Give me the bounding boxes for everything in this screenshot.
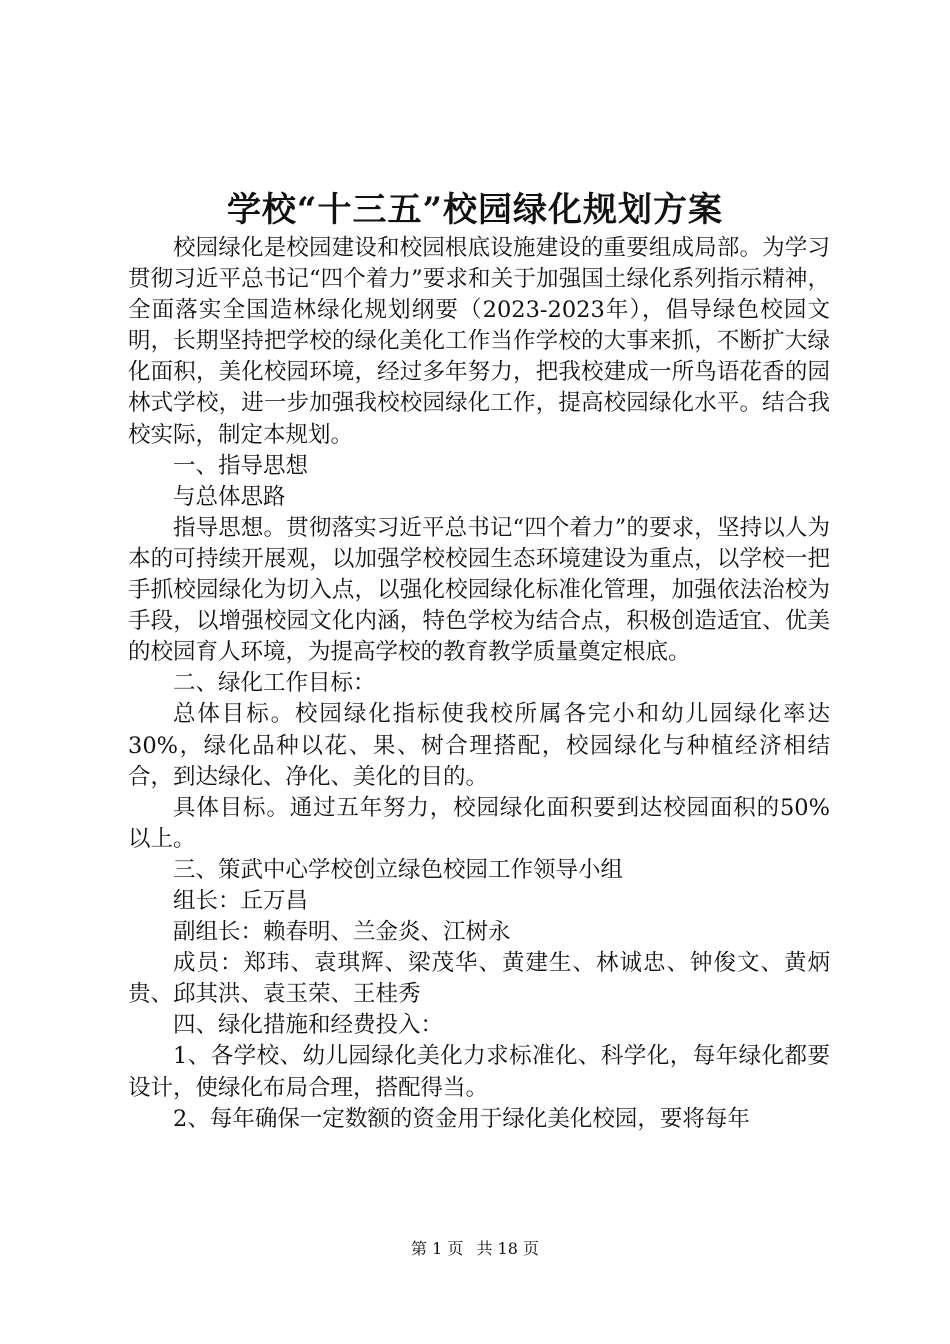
page-footer	[0, 1238, 950, 1260]
document-body	[128, 233, 830, 1135]
section-heading-4: 四、绿化措施和经费投入：	[173, 1012, 444, 1039]
paragraph-specific-goal: 具体目标。通过五年努力，校园绿化面积要到达校园面积的50%以上。	[128, 794, 830, 852]
section-heading-2: 二、绿化工作目标：	[173, 670, 376, 697]
page-total: 共 18 页	[476, 1239, 539, 1258]
section-heading-3: 三、策武中心学校创立绿色校园工作领导小组	[173, 856, 624, 883]
deputy-leader-line: 副组长：赖春明、兰金炎、江树永	[173, 919, 511, 946]
page-number: 第 1 页	[411, 1239, 464, 1258]
document-title: 学校“十三五”校园绿化规划方案	[226, 190, 724, 230]
section-heading-1-cont: 与总体思路	[173, 483, 286, 510]
members-line: 成员：郑玮、袁琪辉、梁茂华、黄建生、林诚忠、钟俊文、黄炳贵、邱其洪、袁玉荣、王桂秀	[128, 950, 830, 1008]
measure-item-1: 1、各学校、幼儿园绿化美化力求标准化、科学化，每年绿化都要设计，使绿化布局合理，搭配得当。	[128, 1043, 830, 1101]
paragraph-intro: 校园绿化是校园建设和校园根底设施建设的重要组成局部。为学习贯彻习近平总书记“四个着力”要求和关于加强国土绿化系列指示精神，全面落实全国造林绿化规划纲要（2023-2023年），倡导绿色校园文明，长期坚持把学校的绿化美化工作当作学校的大事来抓，不断扩大绿化面积，美化校园环境，经过多年努力，把我校建成一所鸟语花香的园林式学校，进一步加强我校校园绿化工作，提高校园绿化水平。结合我校实际，制定本规划。	[128, 235, 830, 448]
measure-item-2: 2、每年确保一定数额的资金用于绿化美化校园，要将每年	[173, 1105, 750, 1132]
leader-line: 组长：丘万昌	[173, 887, 309, 914]
paragraph-guiding-thought: 指导思想。贯彻落实习近平总书记“四个着力”的要求，坚持以人为本的可持续开展观，以加强学校校园生态环境建设为重点，以学校一把手抓校园绿化为切入点，以强化校园绿化标准化管理，加强依法治校为手段，以增强校园文化内涵，特色学校为结合点，积极创造适宜、优美的校园育人环境，为提高学校的教育教学质量奠定根底。	[128, 514, 830, 666]
paragraph-overall-goal: 总体目标。校园绿化指标使我校所属各完小和幼儿园绿化率达30%，绿化品种以花、果、树合理搭配，校园绿化与种植经济相结合，到达绿化、净化、美化的目的。	[128, 701, 830, 790]
section-heading-1: 一、指导思想	[173, 452, 309, 479]
